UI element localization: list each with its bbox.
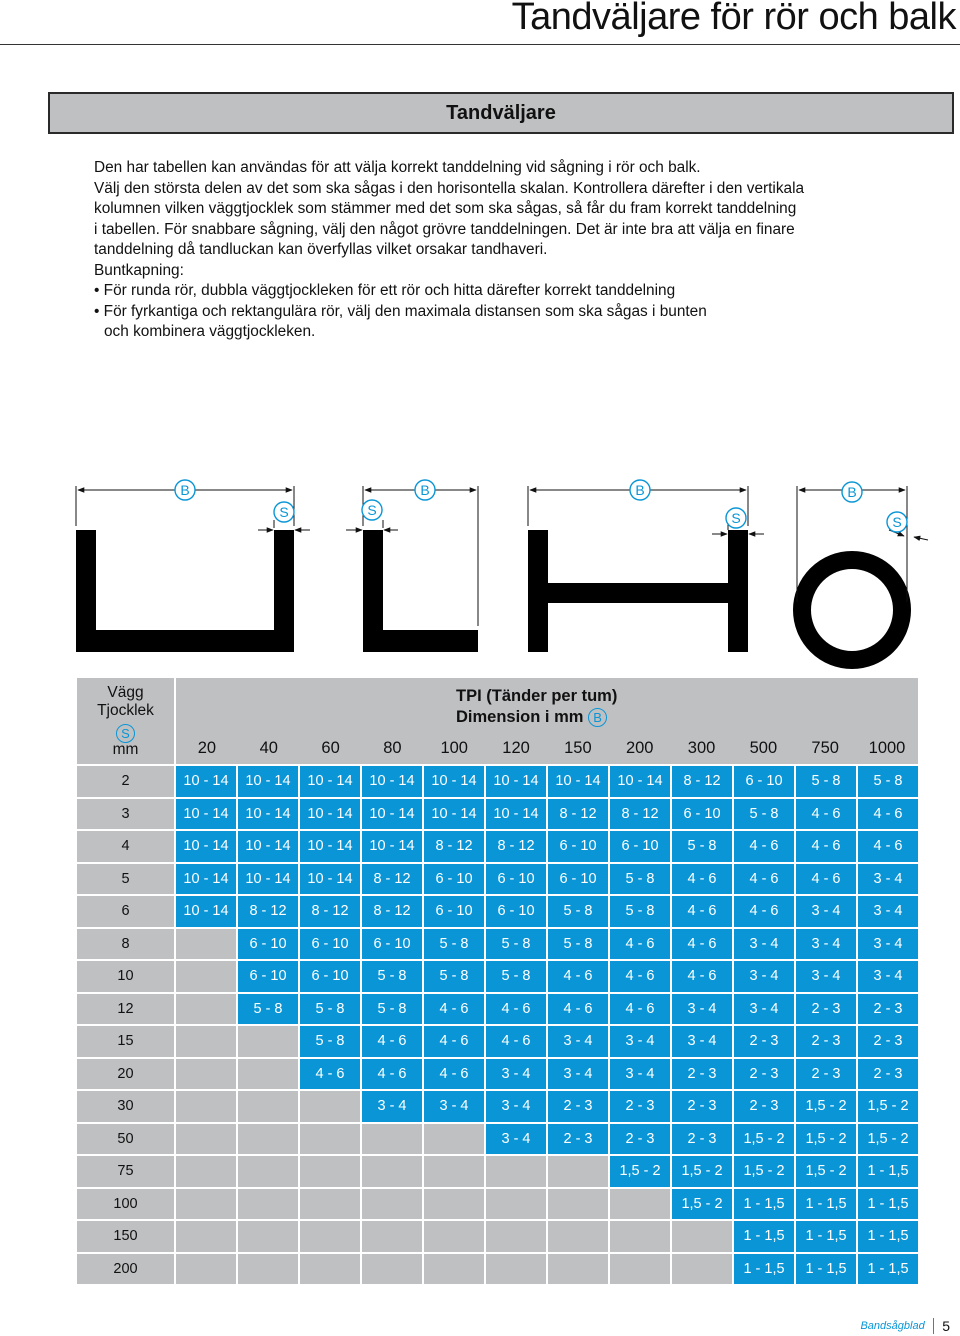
wall-thickness-value: 5 — [77, 864, 174, 895]
tpi-cell: 8 - 12 — [610, 799, 670, 830]
tpi-cell: 10 - 14 — [176, 799, 236, 830]
tpi-cell: 4 - 6 — [610, 994, 670, 1025]
tpi-header-line1: TPI (Tänder per tum) — [456, 687, 618, 705]
tpi-header-line2: Dimension i mm — [456, 708, 584, 726]
empty-cell — [176, 961, 236, 992]
tpi-cell: 3 - 4 — [362, 1091, 422, 1122]
tpi-cell: 1 - 1,5 — [858, 1254, 918, 1285]
tpi-cell: 5 - 8 — [610, 896, 670, 927]
wall-thickness-value: 75 — [77, 1156, 174, 1187]
intro-line: Den har tabellen kan användas för att välja korrekt tanddelning vid sågning i rör och balk. — [94, 159, 701, 176]
angle-profile — [346, 480, 478, 652]
tpi-cell: 10 - 14 — [300, 766, 360, 797]
tpi-cell: 10 - 14 — [424, 766, 484, 797]
tpi-cell: 5 - 8 — [858, 766, 918, 797]
tpi-cell: 4 - 6 — [796, 831, 856, 862]
tpi-cell: 8 - 12 — [486, 831, 546, 862]
dimension-label: 1000 — [868, 739, 906, 757]
dimension-label: 20 — [197, 739, 217, 757]
tpi-cell: 10 - 14 — [300, 799, 360, 830]
tpi-cell: 8 - 12 — [672, 766, 732, 797]
empty-cell — [548, 1189, 608, 1220]
tpi-cell: 4 - 6 — [610, 961, 670, 992]
b-badge: B — [588, 708, 607, 727]
tpi-cell: 6 - 10 — [486, 896, 546, 927]
table-row — [77, 896, 918, 927]
dimension-label: 300 — [687, 739, 716, 757]
wall-header-unit: mm — [112, 741, 139, 758]
intro-line: kolumnen vilken väggtjocklek som stämmer med det som ska sågas, så får du fram korrekt tanddelning — [94, 200, 797, 217]
profile-diagram — [0, 470, 960, 670]
tpi-cell: 4 - 6 — [300, 1059, 360, 1090]
tpi-cell: 4 - 6 — [362, 1026, 422, 1057]
tpi-cell: 4 - 6 — [672, 896, 732, 927]
tpi-cell: 5 - 8 — [362, 961, 422, 992]
tpi-cell: 5 - 8 — [300, 994, 360, 1025]
empty-cell — [362, 1254, 422, 1285]
tpi-cell: 2 - 3 — [734, 1059, 794, 1090]
tpi-cell: 1,5 - 2 — [858, 1124, 918, 1155]
empty-cell — [300, 1156, 360, 1187]
table-row — [77, 1156, 918, 1187]
tpi-cell: 6 - 10 — [300, 929, 360, 960]
table-row — [77, 961, 918, 992]
empty-cell — [300, 1254, 360, 1285]
tpi-cell: 2 - 3 — [796, 994, 856, 1025]
tpi-cell: 5 - 8 — [548, 896, 608, 927]
tpi-cell: 3 - 4 — [734, 994, 794, 1025]
tpi-cell: 10 - 14 — [300, 831, 360, 862]
wall-header-line1: Vägg — [107, 684, 144, 701]
intro-line: Buntkapning: — [94, 261, 184, 279]
s-label: S — [367, 502, 377, 518]
page-title: Tandväljare för rör och balk — [511, 0, 956, 38]
b-label: B — [847, 484, 857, 500]
tpi-cell: 2 - 3 — [610, 1124, 670, 1155]
tpi-cell: 6 - 10 — [362, 929, 422, 960]
tpi-cell: 3 - 4 — [424, 1091, 484, 1122]
empty-cell — [176, 994, 236, 1025]
tpi-cell: 8 - 12 — [362, 864, 422, 895]
s-label: S — [892, 514, 902, 530]
table-row — [77, 1059, 918, 1090]
tpi-cell: 4 - 6 — [486, 994, 546, 1025]
tpi-cell: 1 - 1,5 — [858, 1221, 918, 1252]
tpi-cell: 3 - 4 — [734, 929, 794, 960]
table-row — [77, 799, 918, 830]
table-row — [77, 1254, 918, 1285]
tpi-cell: 1 - 1,5 — [858, 1189, 918, 1220]
dimension-label: 60 — [321, 739, 340, 757]
tpi-cell: 5 - 8 — [300, 1026, 360, 1057]
tpi-cell: 4 - 6 — [672, 961, 732, 992]
tpi-cell: 5 - 8 — [238, 994, 298, 1025]
wall-thickness-value: 3 — [77, 799, 174, 830]
tpi-cell: 4 - 6 — [858, 799, 918, 830]
tpi-cell: 1,5 - 2 — [796, 1124, 856, 1155]
intro-text — [94, 158, 894, 343]
tpi-cell: 5 - 8 — [362, 994, 422, 1025]
b-label: B — [180, 482, 190, 498]
tpi-cell: 3 - 4 — [796, 961, 856, 992]
wall-thickness-value: 200 — [77, 1254, 174, 1285]
round-tube-profile — [797, 482, 928, 660]
empty-cell — [176, 1221, 236, 1252]
empty-cell — [610, 1221, 670, 1252]
tpi-cell: 1 - 1,5 — [734, 1189, 794, 1220]
tpi-cell: 6 - 10 — [548, 864, 608, 895]
table-row — [77, 864, 918, 895]
tpi-cell: 2 - 3 — [858, 1026, 918, 1057]
tpi-cell: 4 - 6 — [796, 864, 856, 895]
tpi-cell: 5 - 8 — [796, 766, 856, 797]
tpi-cell: 6 - 10 — [486, 864, 546, 895]
tpi-cell: 2 - 3 — [548, 1091, 608, 1122]
tpi-cell: 8 - 12 — [424, 831, 484, 862]
tpi-cell: 3 - 4 — [734, 961, 794, 992]
intro-line: i tabellen. För snabbare sågning, välj den något grövre tanddelningen. Det är inte bra att välja en finare — [94, 220, 795, 238]
tpi-table — [75, 676, 920, 1286]
table-row — [77, 831, 918, 862]
tpi-cell: 10 - 14 — [238, 831, 298, 862]
empty-cell — [238, 1124, 298, 1155]
empty-cell — [300, 1091, 360, 1122]
tpi-cell: 6 - 10 — [734, 766, 794, 797]
dimension-label: 100 — [440, 739, 468, 757]
table-row — [77, 1189, 918, 1220]
tpi-cell: 6 - 10 — [548, 831, 608, 862]
wall-thickness-value: 8 — [77, 929, 174, 960]
dimension-label: 120 — [502, 739, 530, 757]
tpi-cell: 1,5 - 2 — [734, 1156, 794, 1187]
empty-cell — [424, 1189, 484, 1220]
tpi-cell: 10 - 14 — [176, 864, 236, 895]
tpi-cell: 3 - 4 — [548, 1026, 608, 1057]
dimension-label: 500 — [749, 739, 778, 757]
tpi-cell: 5 - 8 — [610, 864, 670, 895]
empty-cell — [548, 1254, 608, 1285]
tpi-cell: 10 - 14 — [486, 799, 546, 830]
tpi-cell: 4 - 6 — [424, 1059, 484, 1090]
table-row — [77, 1091, 918, 1122]
tpi-cell: 4 - 6 — [486, 1026, 546, 1057]
dimension-label: 750 — [811, 739, 839, 757]
tpi-cell: 5 - 8 — [486, 929, 546, 960]
table-row — [77, 766, 918, 797]
tpi-cell: 3 - 4 — [486, 1091, 546, 1122]
wall-thickness-value: 2 — [77, 766, 174, 797]
tpi-cell: 1,5 - 2 — [672, 1156, 732, 1187]
tpi-cell: 3 - 4 — [858, 864, 918, 895]
tpi-cell: 3 - 4 — [548, 1059, 608, 1090]
empty-cell — [362, 1156, 422, 1187]
tpi-cell: 6 - 10 — [424, 864, 484, 895]
empty-cell — [176, 1254, 236, 1285]
tpi-cell: 3 - 4 — [796, 896, 856, 927]
empty-cell — [424, 1124, 484, 1155]
section-heading-band — [48, 92, 954, 134]
tpi-cell: 6 - 10 — [424, 896, 484, 927]
empty-cell — [238, 1059, 298, 1090]
tpi-cell: 4 - 6 — [796, 799, 856, 830]
s-label: S — [279, 504, 289, 520]
tpi-cell: 10 - 14 — [548, 766, 608, 797]
tpi-cell: 10 - 14 — [238, 766, 298, 797]
wall-thickness-header — [77, 678, 174, 764]
tpi-cell: 4 - 6 — [672, 929, 732, 960]
empty-cell — [672, 1221, 732, 1252]
u-channel-profile — [76, 480, 310, 652]
tpi-cell: 3 - 4 — [672, 1026, 732, 1057]
s-label: S — [731, 510, 741, 526]
tpi-cell: 5 - 8 — [424, 961, 484, 992]
tpi-cell: 6 - 10 — [300, 961, 360, 992]
tpi-cell: 5 - 8 — [486, 961, 546, 992]
tpi-cell: 10 - 14 — [176, 766, 236, 797]
empty-cell — [548, 1221, 608, 1252]
tpi-cell: 10 - 14 — [176, 831, 236, 862]
table-row — [77, 1026, 918, 1057]
wall-thickness-value: 4 — [77, 831, 174, 862]
tpi-cell: 3 - 4 — [858, 896, 918, 927]
tpi-cell: 3 - 4 — [858, 929, 918, 960]
tpi-cell: 3 - 4 — [796, 929, 856, 960]
empty-cell — [362, 1221, 422, 1252]
tpi-cell: 1,5 - 2 — [796, 1156, 856, 1187]
tpi-cell: 2 - 3 — [672, 1059, 732, 1090]
tpi-cell: 8 - 12 — [300, 896, 360, 927]
empty-cell — [238, 1221, 298, 1252]
tpi-cell: 5 - 8 — [734, 799, 794, 830]
empty-cell — [486, 1254, 546, 1285]
wall-header-line2: Tjocklek — [97, 702, 154, 719]
tpi-cell: 6 - 10 — [610, 831, 670, 862]
empty-cell — [176, 1156, 236, 1187]
empty-cell — [672, 1254, 732, 1285]
dimension-label: 200 — [625, 739, 654, 757]
table-row — [77, 994, 918, 1025]
empty-cell — [176, 1124, 236, 1155]
empty-cell — [300, 1189, 360, 1220]
tpi-cell: 3 - 4 — [486, 1124, 546, 1155]
tpi-cell: 10 - 14 — [176, 896, 236, 927]
empty-cell — [362, 1189, 422, 1220]
empty-cell — [238, 1189, 298, 1220]
tpi-cell: 5 - 8 — [672, 831, 732, 862]
tpi-cell: 1 - 1,5 — [796, 1189, 856, 1220]
tpi-cell: 2 - 3 — [548, 1124, 608, 1155]
tpi-cell: 4 - 6 — [858, 831, 918, 862]
tpi-cell: 8 - 12 — [548, 799, 608, 830]
empty-cell — [238, 1254, 298, 1285]
tpi-cell: 1 - 1,5 — [734, 1221, 794, 1252]
tpi-cell: 10 - 14 — [362, 799, 422, 830]
h-beam-profile — [528, 480, 764, 652]
tpi-cell: 3 - 4 — [610, 1026, 670, 1057]
tpi-cell: 1,5 - 2 — [734, 1124, 794, 1155]
intro-line: Välj den största delen av det som ska sågas i den horisontella skalan. Kontrollera därefter i den vertikala — [94, 179, 805, 197]
intro-bullet: • För runda rör, dubbla väggtjockleken för ett rör och hitta därefter korrekt tanddelning — [94, 282, 676, 299]
tpi-cell: 3 - 4 — [610, 1059, 670, 1090]
tpi-cell: 2 - 3 — [610, 1091, 670, 1122]
tpi-cell: 4 - 6 — [548, 994, 608, 1025]
tpi-cell: 4 - 6 — [424, 1026, 484, 1057]
tpi-cell: 1,5 - 2 — [672, 1189, 732, 1220]
tpi-cell: 10 - 14 — [424, 799, 484, 830]
tpi-cell: 4 - 6 — [734, 864, 794, 895]
empty-cell — [300, 1124, 360, 1155]
title-rule — [0, 44, 960, 45]
footer-separator — [933, 1318, 935, 1334]
wall-thickness-value: 12 — [77, 994, 174, 1025]
intro-bullet: • För fyrkantiga och rektangulära rör, välj den maximala distansen som ska sågas i bunten — [94, 302, 707, 320]
empty-cell — [176, 929, 236, 960]
tpi-cell: 3 - 4 — [486, 1059, 546, 1090]
footer-label: Bandsågblad — [860, 1320, 925, 1332]
tpi-cell: 1 - 1,5 — [858, 1156, 918, 1187]
tpi-cell: 1,5 - 2 — [858, 1091, 918, 1122]
table-row — [77, 1221, 918, 1252]
tpi-cell: 2 - 3 — [858, 994, 918, 1025]
empty-cell — [548, 1156, 608, 1187]
tpi-cell: 4 - 6 — [362, 1059, 422, 1090]
empty-cell — [238, 1156, 298, 1187]
tpi-cell: 10 - 14 — [362, 831, 422, 862]
tpi-cell: 10 - 14 — [300, 864, 360, 895]
tpi-cell: 1 - 1,5 — [796, 1221, 856, 1252]
empty-cell — [424, 1221, 484, 1252]
tpi-cell: 8 - 12 — [238, 896, 298, 927]
tpi-cell: 10 - 14 — [362, 766, 422, 797]
tpi-cell: 10 - 14 — [610, 766, 670, 797]
dimension-scale — [176, 739, 918, 758]
tpi-cell: 2 - 3 — [796, 1026, 856, 1057]
empty-cell — [610, 1254, 670, 1285]
tpi-cell: 10 - 14 — [486, 766, 546, 797]
wall-thickness-value: 15 — [77, 1026, 174, 1057]
tpi-cell: 6 - 10 — [672, 799, 732, 830]
tpi-cell: 4 - 6 — [734, 831, 794, 862]
dimension-label: 40 — [259, 739, 278, 757]
wall-thickness-value: 6 — [77, 896, 174, 927]
tpi-cell: 2 - 3 — [858, 1059, 918, 1090]
tpi-cell: 4 - 6 — [548, 961, 608, 992]
tpi-cell: 4 - 6 — [672, 864, 732, 895]
b-label: B — [635, 482, 645, 498]
tpi-cell: 5 - 8 — [424, 929, 484, 960]
wall-thickness-value: 50 — [77, 1124, 174, 1155]
tpi-cell: 2 - 3 — [672, 1091, 732, 1122]
tpi-cell: 8 - 12 — [362, 896, 422, 927]
tpi-cell: 2 - 3 — [672, 1124, 732, 1155]
tpi-cell: 2 - 3 — [734, 1026, 794, 1057]
empty-cell — [238, 1091, 298, 1122]
tpi-cell: 1 - 1,5 — [734, 1254, 794, 1285]
dimension-label: 150 — [564, 739, 592, 757]
tpi-cell: 3 - 4 — [672, 994, 732, 1025]
tpi-cell: 6 - 10 — [238, 929, 298, 960]
empty-cell — [362, 1124, 422, 1155]
b-label: B — [420, 482, 430, 498]
tpi-cell: 4 - 6 — [424, 994, 484, 1025]
table-row — [77, 929, 918, 960]
empty-cell — [176, 1091, 236, 1122]
section-heading: Tandväljare — [446, 101, 556, 124]
footer — [860, 1318, 950, 1334]
tpi-cell: 2 - 3 — [734, 1091, 794, 1122]
tpi-cell: 4 - 6 — [734, 896, 794, 927]
wall-thickness-value: 100 — [77, 1189, 174, 1220]
tpi-cell: 2 - 3 — [796, 1059, 856, 1090]
table-row — [77, 1124, 918, 1155]
empty-cell — [610, 1189, 670, 1220]
wall-thickness-value: 30 — [77, 1091, 174, 1122]
empty-cell — [176, 1059, 236, 1090]
empty-cell — [486, 1189, 546, 1220]
intro-line: tanddelning då tandluckan kan överfyllas vilket orsakar tandhaveri. — [94, 241, 548, 258]
tpi-cell: 5 - 8 — [548, 929, 608, 960]
s-badge: S — [116, 724, 135, 743]
tpi-cell: 1 - 1,5 — [796, 1254, 856, 1285]
empty-cell — [486, 1156, 546, 1187]
empty-cell — [424, 1254, 484, 1285]
empty-cell — [424, 1156, 484, 1187]
dimension-header — [176, 678, 918, 764]
tpi-cell: 1,5 - 2 — [610, 1156, 670, 1187]
empty-cell — [486, 1221, 546, 1252]
intro-bullet-cont: och kombinera väggtjockleken. — [104, 323, 316, 340]
tpi-cell: 3 - 4 — [858, 961, 918, 992]
tpi-cell: 6 - 10 — [238, 961, 298, 992]
wall-thickness-value: 150 — [77, 1221, 174, 1252]
wall-thickness-value: 10 — [77, 961, 174, 992]
tpi-cell: 10 - 14 — [238, 799, 298, 830]
tpi-cell: 10 - 14 — [238, 864, 298, 895]
wall-thickness-value: 20 — [77, 1059, 174, 1090]
empty-cell — [300, 1221, 360, 1252]
empty-cell — [176, 1026, 236, 1057]
empty-cell — [238, 1026, 298, 1057]
dimension-label: 80 — [383, 739, 402, 757]
tpi-cell: 4 - 6 — [610, 929, 670, 960]
tpi-cell: 1,5 - 2 — [796, 1091, 856, 1122]
empty-cell — [176, 1189, 236, 1220]
page-number: 5 — [942, 1318, 950, 1334]
